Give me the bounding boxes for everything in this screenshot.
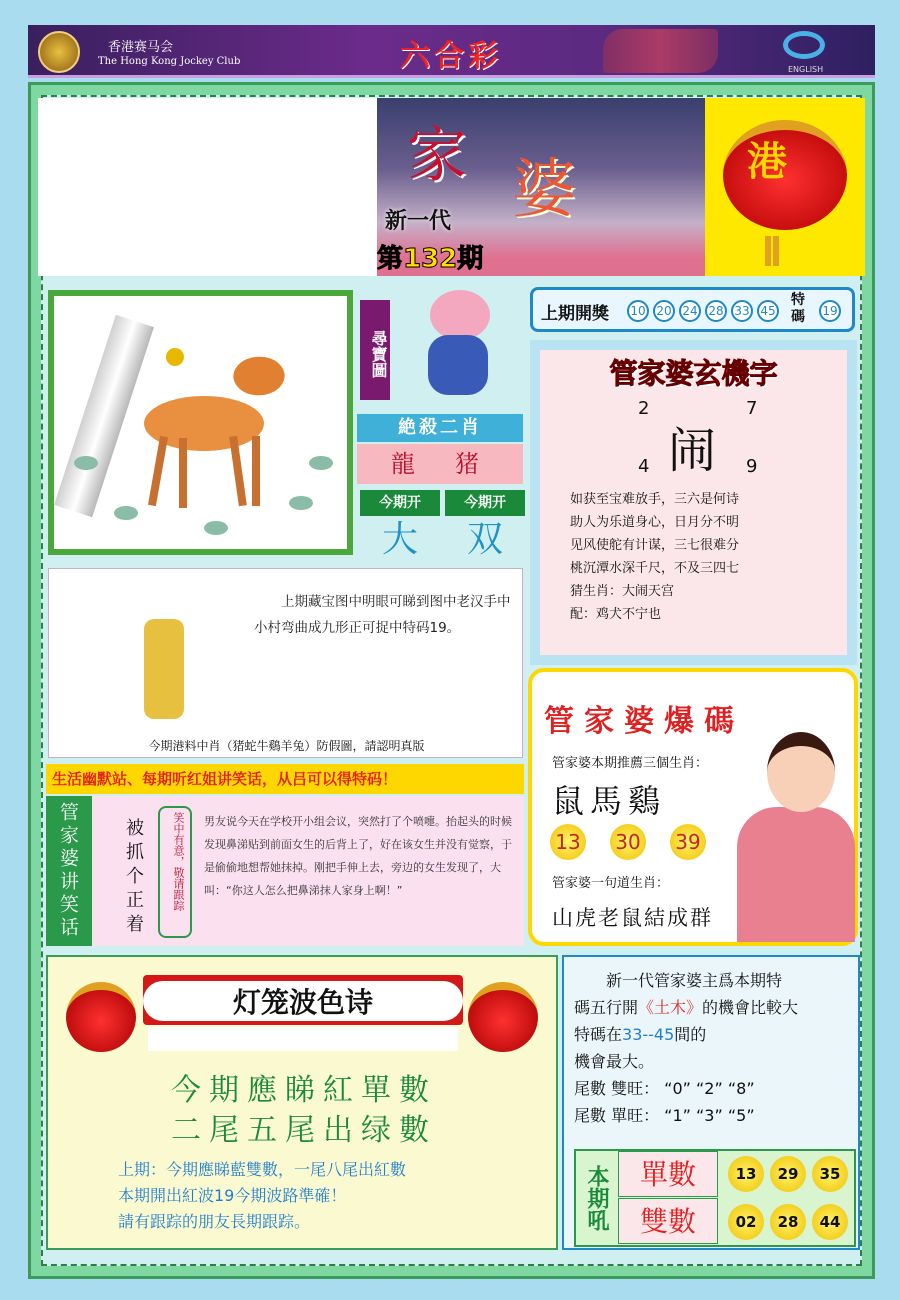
baoma-phrase: 山虎老鼠結成群 [552, 906, 713, 930]
last-draw-panel [530, 287, 855, 332]
poem-note-1: 上期：今期應睇藍雙數，一尾八尾出紅數 [118, 1160, 407, 1179]
kq-label-left: 今期开 [360, 490, 440, 516]
lantern-icon [468, 982, 538, 1052]
title-banner [375, 98, 705, 276]
racing-horses-icon [603, 29, 718, 73]
story-text: 上期藏宝图中明眼可睇到图中老汉手中小村弯曲成九形正可捉中特码19。 [254, 594, 511, 636]
text-span: 間的 [674, 1025, 707, 1044]
lottery-title: 六合彩 [400, 39, 502, 74]
poem-line: 见风使舵有计谋，三七很难分 [570, 538, 740, 553]
lantern-char: 港 [747, 138, 787, 185]
poem-note-3: 請有跟踪的朋友長期跟踪。 [118, 1212, 311, 1231]
horse-leg-icon [252, 436, 260, 506]
pig-body-icon [428, 335, 488, 395]
special-line-3 [574, 1021, 859, 1048]
header-bar [28, 25, 875, 78]
juesha-zodiacs: 龍猪 [357, 444, 523, 484]
poem-line-1: 今期應睇紅單數 [171, 1073, 437, 1108]
lantern-icon [66, 982, 136, 1052]
xuanji-poem [570, 488, 830, 626]
kq-value-left: 大 [381, 519, 418, 560]
story-panel [48, 568, 523, 758]
club-name-cn: 香港赛马会 [108, 40, 174, 55]
baoma-zodiacs: 鼠馬鷄 [552, 782, 667, 820]
text-span: 特碼在 [574, 1025, 623, 1044]
poem-line: 助人为乐道身心，日月分不明 [570, 515, 740, 530]
even-ball: 44 [812, 1204, 848, 1240]
club-name-en: The Hong Kong Jockey Club [98, 56, 241, 67]
jockey-club-logo-icon [38, 31, 80, 73]
blank-panel [38, 98, 375, 276]
baoma-ball: 13 [550, 824, 586, 860]
baoma-ball: 39 [670, 824, 706, 860]
special-ball: 19 [819, 300, 841, 322]
special-line-4: 機會最大。 [574, 1052, 655, 1071]
rock-icon [204, 521, 228, 535]
even-ball: 28 [770, 1204, 806, 1240]
joke-text: 男友说今天在学校开小组会议，突然打了个喷嚏。抬起头的时候发现鼻涕贴到前面女生的后背上了，好在该女生并没有觉察，于是偷偷地想帮她抹掉。刚把手伸上去，旁边的女生发现了，大叫：“你这人怎么把鼻涕抹人家身上啊！” [204, 815, 512, 897]
woman-face-icon [767, 732, 835, 812]
even-ball: 02 [728, 1204, 764, 1240]
coin-icon [166, 348, 184, 366]
xuanji-number: 9 [746, 456, 758, 477]
poem-line: 猜生肖：大闹天宫 [570, 584, 675, 599]
special-line-1: 新一代管家婆主爲本期特 [606, 971, 783, 990]
old-man-icon [144, 619, 184, 719]
joke-side-label: 管家婆讲笑话 [46, 796, 92, 946]
juesha-title: 絶殺二肖 [357, 414, 523, 442]
odd-ball: 29 [770, 1156, 806, 1192]
rock-icon [114, 506, 138, 520]
draw-ball: 28 [705, 300, 727, 322]
tail-odd: 尾數 單旺： “1” “3” “5” [574, 1106, 755, 1125]
draw-ball: 24 [679, 300, 701, 322]
baoma-ball: 30 [610, 824, 646, 860]
draw-ball: 45 [757, 300, 779, 322]
xuanji-number: 7 [746, 398, 758, 419]
english-logo-icon[interactable] [783, 31, 825, 59]
rock-icon [309, 456, 333, 470]
humor-bar: 生活幽默站、每期听红姐讲笑话，从吕可以得特码！ [46, 764, 524, 794]
horse-leg-icon [179, 438, 187, 508]
baoma-rec-label: 管家婆本期推薦三個生肖： [552, 756, 709, 771]
range-highlight: 33--45 [622, 1025, 675, 1044]
tassel-icon [765, 236, 771, 266]
draw-ball: 33 [731, 300, 753, 322]
english-link[interactable]: ENGLISH [788, 65, 824, 74]
text-span: 碼五行開 [574, 998, 639, 1017]
special-line-2 [574, 994, 859, 1021]
table-side-label: 本期吼 [576, 1151, 616, 1245]
banner-char-jia: 家 [407, 121, 467, 191]
tree-icon [54, 315, 154, 518]
baoma-title: 管家婆爆碼 [544, 704, 744, 739]
baoma-one-label: 管家婆一句道生肖： [552, 876, 670, 891]
special-text [574, 967, 859, 1129]
horse-leg-icon [148, 436, 168, 506]
rock-icon [74, 456, 98, 470]
treasure-map-image [48, 290, 353, 555]
xuanji-character: 闹 [668, 423, 717, 479]
even-label: 雙數 [618, 1198, 718, 1244]
xuanji-title: 管家婆玄機字 [609, 357, 778, 390]
draw-ball: 20 [653, 300, 675, 322]
joke-title: 被抓个正着 [123, 818, 144, 938]
joke-note: 笑中有意，敬请跟踪 [158, 806, 192, 938]
kq-label-right: 今期开 [445, 490, 525, 516]
text-span: 的機會比較大 [702, 998, 799, 1017]
last-draw-label: 上期開獎 [541, 304, 609, 324]
odd-ball: 13 [728, 1156, 764, 1192]
kq-value-right: 双 [466, 519, 503, 560]
woman-portrait-icon [737, 732, 855, 942]
treasure-map-label: 尋寶圖 [360, 300, 390, 400]
baoma-panel [528, 668, 858, 946]
ribbon [148, 1027, 458, 1051]
number-table [574, 1149, 856, 1247]
poem-title: 灯笼波色诗 [143, 981, 463, 1021]
poem-line-2: 二尾五尾出绿數 [171, 1113, 437, 1148]
banner-subtitle: 新一代 [385, 209, 452, 234]
joke-panel [92, 796, 524, 946]
lantern-panel [705, 98, 865, 276]
lantern-poem-panel [46, 955, 558, 1250]
issue-number: 第132期 [377, 244, 484, 274]
tail-even: 尾數 雙旺： “0” “2” “8” [574, 1079, 755, 1098]
poem-line: 桃沉潭水深千尺，不及三四七 [570, 561, 740, 576]
special-prediction-panel [562, 955, 860, 1250]
horse-head-icon [229, 349, 290, 404]
odd-ball: 35 [812, 1156, 848, 1192]
xuanji-panel [530, 340, 857, 665]
rock-icon [289, 496, 313, 510]
special-label: 特碼 [791, 292, 805, 325]
poem-line: 配：鸡犬不宁也 [570, 607, 662, 622]
woman-body-icon [737, 807, 855, 942]
banner-char-po: 婆 [512, 153, 576, 227]
poem-banner [143, 975, 463, 1025]
pig-head-icon [430, 290, 490, 340]
odd-label: 單數 [618, 1151, 718, 1197]
draw-ball: 10 [627, 300, 649, 322]
xuanji-number: 2 [638, 398, 650, 419]
pig-mascot-icon [410, 290, 505, 405]
horse-leg-icon [229, 436, 247, 506]
poem-note-2: 本期開出紅波19今期波路準確！ [118, 1186, 347, 1205]
element-highlight: 《土木》 [638, 998, 703, 1017]
story-caption: 今期港料中肖（猪蛇牛鷄羊兔）防假圖，請認明真版 [148, 739, 425, 753]
poem-line: 如获至宝难放手，三六是何诗 [570, 492, 740, 507]
xuanji-number: 4 [638, 456, 650, 477]
